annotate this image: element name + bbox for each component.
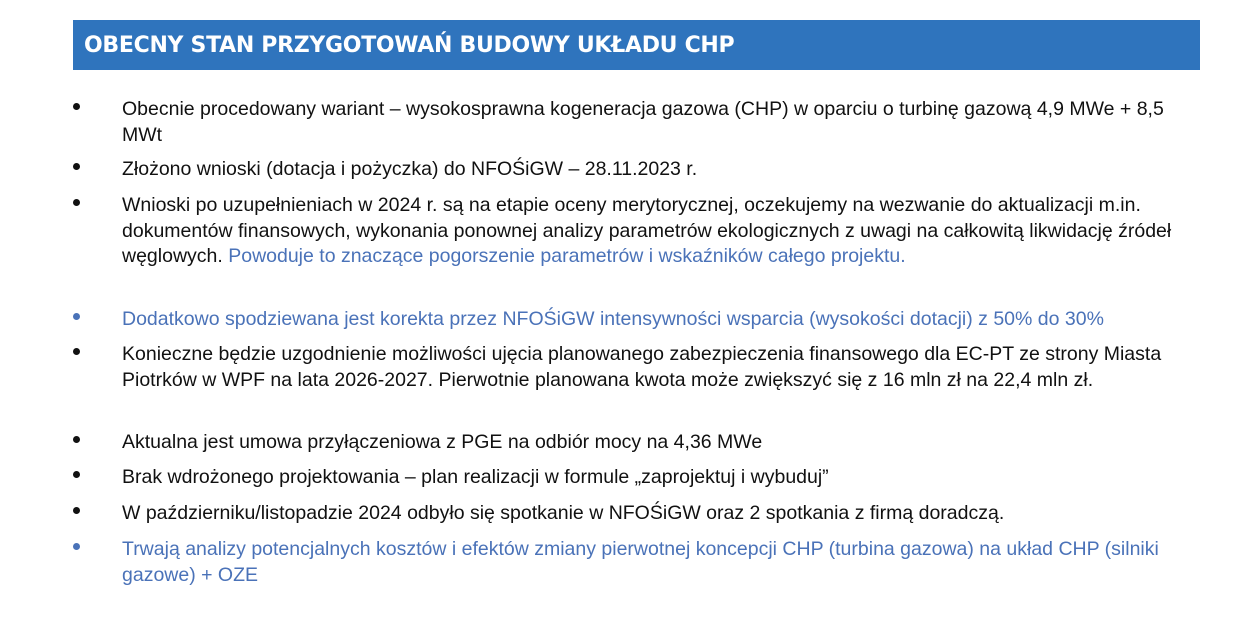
bullet-text: Konieczne będzie uzgodnienie możliwości ujęcia planowanego zabezpieczenia finansowego dla EC-PT ze strony Miasta Piotrków w WPF na lata 2026-2027. Pierwotnie planowana kwota może zwiększyć się z 16 mln zł na 22,4 mln zł. [122, 343, 1162, 391]
bullet-text-main: Wnioski po uzupełnieniach w 2024 r. są na etapie oceny merytorycznej, oczekujemy na wezwanie do aktualizacji m.in. dokumentów finansowych, wykonania ponownej analizy parametrów ekologicznych z uwagi na całkowitą likwidację źródeł węglowych. [122, 194, 1172, 267]
bullet-text: Aktualna jest umowa przyłączeniowa z PGE na odbiór mocy na 4,36 MWe [122, 431, 763, 453]
bullet-icon [73, 348, 80, 355]
bullet-text: W październiku/listopadzie 2024 odbyło się spotkanie w NFOŚiGW oraz 2 spotkania z firmą doradczą. [122, 502, 1005, 524]
bullet-text: Brak wdrożonego projektowania – plan realizacji w formule „zaprojektuj i wybuduj” [122, 466, 829, 488]
page-title: OBECNY STAN PRZYGOTOWAŃ BUDOWY UKŁADU CHP [84, 32, 735, 58]
bullet-text-highlight: Powoduje to znaczące pogorszenie parametrów i wskaźników całego projektu. [228, 245, 906, 267]
bullet-icon [73, 163, 80, 170]
bullet-text: Dodatkowo spodziewana jest korekta przez NFOŚiGW intensywności wsparcia (wysokości dotacji) z 50% do 30% [122, 308, 1104, 330]
bullet-icon [73, 103, 80, 110]
bullet-text: Trwają analizy potencjalnych kosztów i efektów zmiany pierwotnej koncepcji CHP (turbina gazowa) na układ CHP (silniki gazowe) + OZE [122, 538, 1159, 586]
bullet-icon [73, 543, 80, 550]
bullet-icon [73, 199, 80, 206]
bullet-text: Obecnie procedowany wariant – wysokosprawna kogeneracja gazowa (CHP) w oparciu o turbinę gazową 4,9 MWe + 8,5 MWt [122, 98, 1164, 146]
bullet-icon [73, 507, 80, 514]
bullet-icon [73, 313, 80, 320]
bullet-text [122, 193, 1198, 270]
bullet-icon [73, 436, 80, 443]
bullet-text: Złożono wnioski (dotacja i pożyczka) do NFOŚiGW – 28.11.2023 r. [122, 158, 698, 180]
bullet-icon [73, 471, 80, 478]
